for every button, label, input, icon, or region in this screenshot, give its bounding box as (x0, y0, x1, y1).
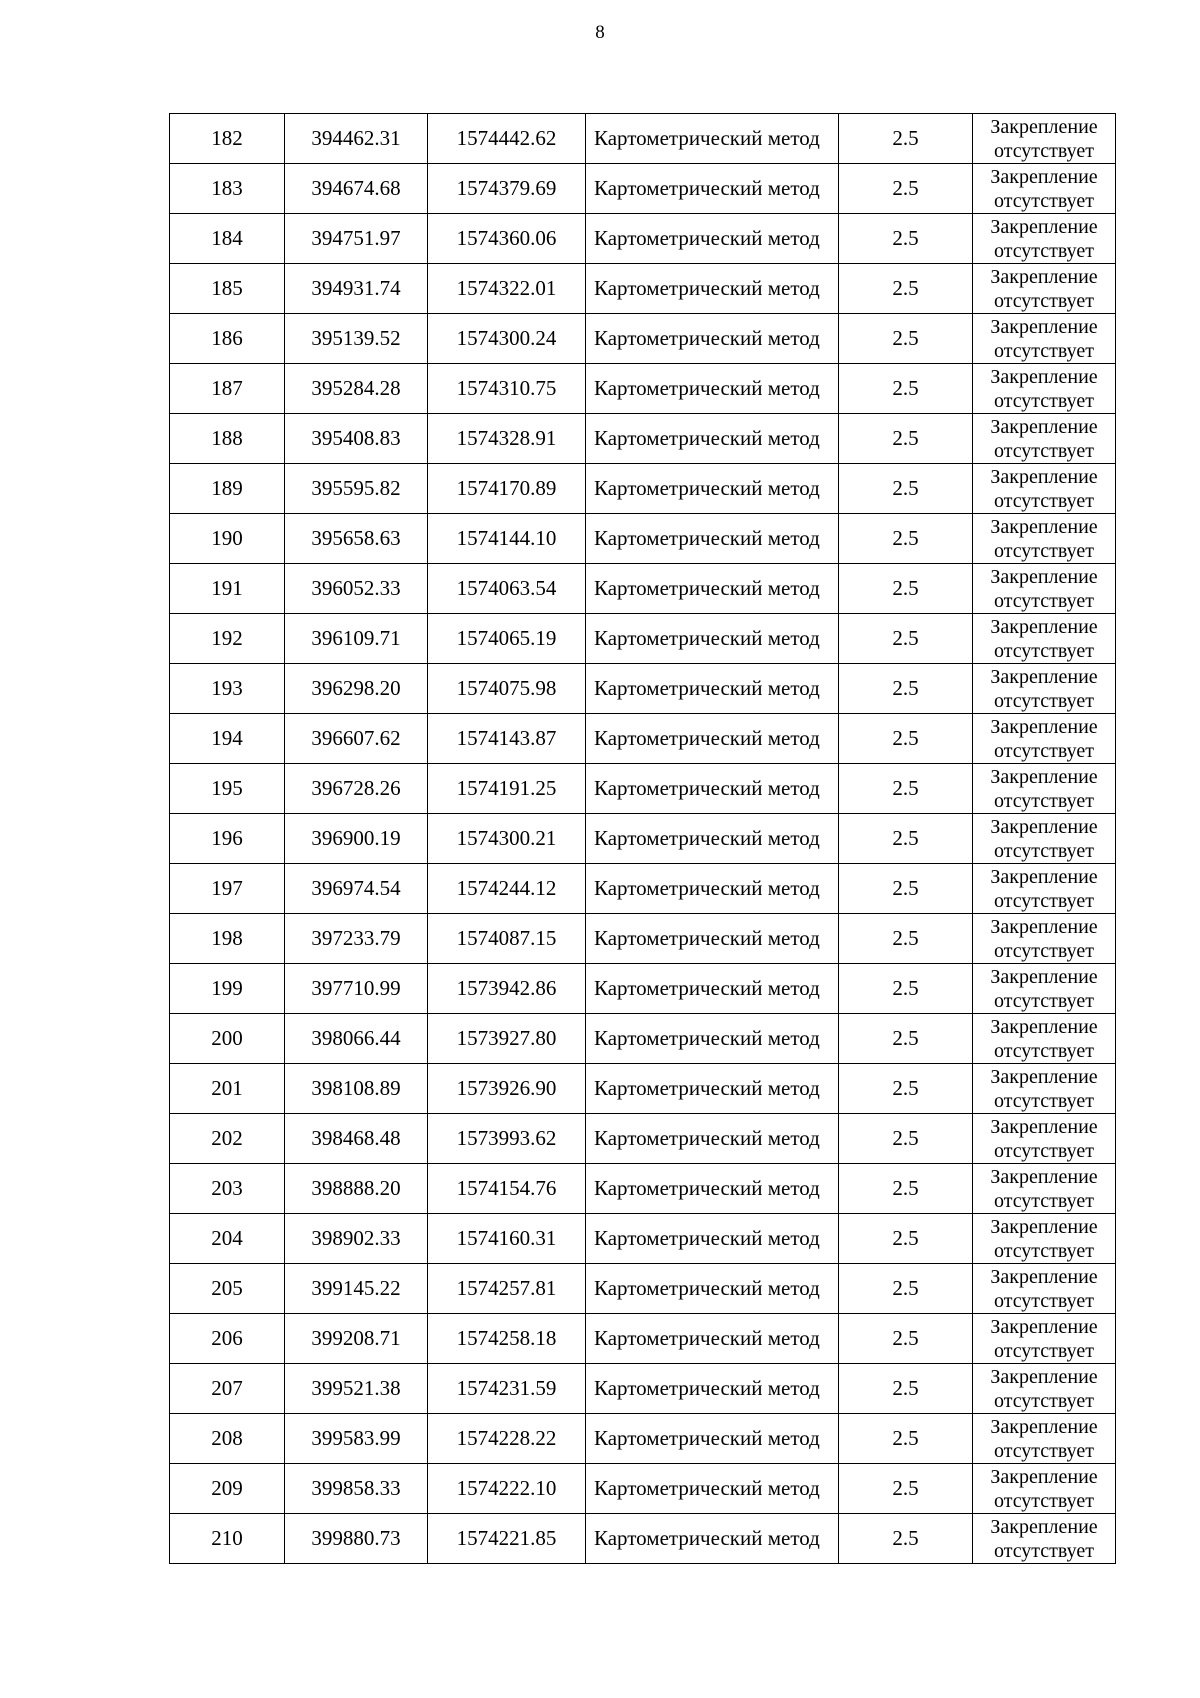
accuracy-cell: 2.5 (839, 114, 973, 164)
x-coordinate-cell: 396974.54 (285, 864, 428, 914)
fixation-line-1: Закрепление (990, 365, 1098, 388)
fixation-cell (973, 414, 1116, 464)
fixation-line-2: отсутствует (993, 1139, 1095, 1162)
method-cell: Картометрический метод (586, 264, 839, 314)
fixation-line-1: Закрепление (990, 615, 1098, 638)
method-cell: Картометрический метод (586, 964, 839, 1014)
x-coordinate-cell: 398902.33 (285, 1214, 428, 1264)
x-coordinate-cell: 397710.99 (285, 964, 428, 1014)
fixation-line-1: Закрепление (990, 165, 1098, 188)
accuracy-cell: 2.5 (839, 1214, 973, 1264)
fixation-line-2: отсутствует (993, 1439, 1095, 1462)
table-row (170, 214, 1116, 264)
fixation-line-1: Закрепление (990, 865, 1098, 888)
fixation-cell (973, 1214, 1116, 1264)
accuracy-cell: 2.5 (839, 1464, 973, 1514)
method-cell: Картометрический метод (586, 714, 839, 764)
accuracy-cell: 2.5 (839, 414, 973, 464)
fixation-cell (973, 464, 1116, 514)
fixation-cell (973, 1364, 1116, 1414)
point-number-cell: 199 (170, 964, 285, 1014)
x-coordinate-cell: 396900.19 (285, 814, 428, 864)
table-row (170, 614, 1116, 664)
page-number: 8 (595, 22, 605, 43)
table-row (170, 1464, 1116, 1514)
fixation-cell (973, 214, 1116, 264)
fixation-line-1: Закрепление (990, 465, 1098, 488)
x-coordinate-cell: 396607.62 (285, 714, 428, 764)
fixation-line-2: отсутствует (993, 339, 1095, 362)
point-number-cell: 205 (170, 1264, 285, 1314)
method-cell: Картометрический метод (586, 414, 839, 464)
coordinates-table (169, 113, 1116, 1564)
method-cell: Картометрический метод (586, 914, 839, 964)
point-number-cell: 196 (170, 814, 285, 864)
fixation-cell (973, 364, 1116, 414)
x-coordinate-cell: 394462.31 (285, 114, 428, 164)
fixation-cell (973, 1314, 1116, 1364)
accuracy-cell: 2.5 (839, 1014, 973, 1064)
point-number-cell: 198 (170, 914, 285, 964)
table-row (170, 164, 1116, 214)
fixation-line-2: отсутствует (993, 589, 1095, 612)
x-coordinate-cell: 395595.82 (285, 464, 428, 514)
fixation-line-1: Закрепление (990, 1365, 1098, 1388)
y-coordinate-cell: 1574310.75 (428, 364, 586, 414)
accuracy-cell: 2.5 (839, 314, 973, 364)
fixation-line-2: отсутствует (993, 189, 1095, 212)
y-coordinate-cell: 1574228.22 (428, 1414, 586, 1464)
fixation-line-1: Закрепление (990, 915, 1098, 938)
y-coordinate-cell: 1574360.06 (428, 214, 586, 264)
table-row (170, 1364, 1116, 1414)
fixation-line-2: отсутствует (993, 789, 1095, 812)
fixation-line-2: отсутствует (993, 1189, 1095, 1212)
accuracy-cell: 2.5 (839, 514, 973, 564)
y-coordinate-cell: 1574144.10 (428, 514, 586, 564)
fixation-line-1: Закрепление (990, 1315, 1098, 1338)
fixation-line-1: Закрепление (990, 1515, 1098, 1538)
point-number-cell: 189 (170, 464, 285, 514)
fixation-line-1: Закрепление (990, 265, 1098, 288)
point-number-cell: 192 (170, 614, 285, 664)
fixation-line-2: отсутствует (993, 239, 1095, 262)
method-cell: Картометрический метод (586, 1114, 839, 1164)
point-number-cell: 186 (170, 314, 285, 364)
fixation-line-2: отсутствует (993, 1489, 1095, 1512)
table-row (170, 1214, 1116, 1264)
fixation-line-1: Закрепление (990, 1015, 1098, 1038)
point-number-cell: 193 (170, 664, 285, 714)
method-cell: Картометрический метод (586, 1314, 839, 1364)
y-coordinate-cell: 1574075.98 (428, 664, 586, 714)
table-row (170, 1264, 1116, 1314)
table-row (170, 914, 1116, 964)
fixation-line-1: Закрепление (990, 715, 1098, 738)
accuracy-cell: 2.5 (839, 464, 973, 514)
coordinates-table-body (170, 114, 1116, 1564)
method-cell: Картометрический метод (586, 1164, 839, 1214)
point-number-cell: 191 (170, 564, 285, 614)
x-coordinate-cell: 395284.28 (285, 364, 428, 414)
accuracy-cell: 2.5 (839, 164, 973, 214)
x-coordinate-cell: 394674.68 (285, 164, 428, 214)
table-row (170, 464, 1116, 514)
method-cell: Картометрический метод (586, 114, 839, 164)
accuracy-cell: 2.5 (839, 614, 973, 664)
x-coordinate-cell: 398066.44 (285, 1014, 428, 1064)
method-cell: Картометрический метод (586, 1014, 839, 1064)
fixation-line-2: отсутствует (993, 639, 1095, 662)
fixation-line-1: Закрепление (990, 1065, 1098, 1088)
y-coordinate-cell: 1574063.54 (428, 564, 586, 614)
fixation-cell (973, 514, 1116, 564)
table-row (170, 1514, 1116, 1564)
fixation-line-2: отсутствует (993, 1339, 1095, 1362)
x-coordinate-cell: 397233.79 (285, 914, 428, 964)
fixation-line-2: отсутствует (993, 1089, 1095, 1112)
point-number-cell: 202 (170, 1114, 285, 1164)
table-row (170, 564, 1116, 614)
x-coordinate-cell: 396728.26 (285, 764, 428, 814)
y-coordinate-cell: 1574231.59 (428, 1364, 586, 1414)
fixation-line-2: отсутствует (993, 1539, 1095, 1562)
fixation-line-1: Закрепление (990, 315, 1098, 338)
point-number-cell: 210 (170, 1514, 285, 1564)
x-coordinate-cell: 394751.97 (285, 214, 428, 264)
fixation-cell (973, 164, 1116, 214)
fixation-line-2: отсутствует (993, 889, 1095, 912)
fixation-line-1: Закрепление (990, 815, 1098, 838)
method-cell: Картометрический метод (586, 764, 839, 814)
fixation-line-2: отсутствует (993, 439, 1095, 462)
point-number-cell: 197 (170, 864, 285, 914)
fixation-cell (973, 1064, 1116, 1114)
table-row (170, 664, 1116, 714)
y-coordinate-cell: 1574065.19 (428, 614, 586, 664)
accuracy-cell: 2.5 (839, 814, 973, 864)
method-cell: Картометрический метод (586, 464, 839, 514)
fixation-cell (973, 764, 1116, 814)
point-number-cell: 203 (170, 1164, 285, 1214)
table-row (170, 364, 1116, 414)
y-coordinate-cell: 1574221.85 (428, 1514, 586, 1564)
point-number-cell: 204 (170, 1214, 285, 1264)
accuracy-cell: 2.5 (839, 1364, 973, 1414)
y-coordinate-cell: 1573993.62 (428, 1114, 586, 1164)
method-cell: Картометрический метод (586, 364, 839, 414)
fixation-cell (973, 914, 1116, 964)
fixation-line-2: отсутствует (993, 389, 1095, 412)
x-coordinate-cell: 399880.73 (285, 1514, 428, 1564)
fixation-cell (973, 1514, 1116, 1564)
point-number-cell: 209 (170, 1464, 285, 1514)
accuracy-cell: 2.5 (839, 1114, 973, 1164)
fixation-cell (973, 814, 1116, 864)
fixation-cell (973, 1414, 1116, 1464)
point-number-cell: 190 (170, 514, 285, 564)
fixation-line-2: отсутствует (993, 489, 1095, 512)
fixation-line-1: Закрепление (990, 965, 1098, 988)
fixation-cell (973, 314, 1116, 364)
method-cell: Картометрический метод (586, 814, 839, 864)
method-cell: Картометрический метод (586, 664, 839, 714)
point-number-cell: 208 (170, 1414, 285, 1464)
fixation-cell (973, 714, 1116, 764)
accuracy-cell: 2.5 (839, 1264, 973, 1314)
x-coordinate-cell: 399521.38 (285, 1364, 428, 1414)
x-coordinate-cell: 399145.22 (285, 1264, 428, 1314)
x-coordinate-cell: 395139.52 (285, 314, 428, 364)
point-number-cell: 182 (170, 114, 285, 164)
y-coordinate-cell: 1574087.15 (428, 914, 586, 964)
method-cell: Картометрический метод (586, 1064, 839, 1114)
method-cell: Картометрический метод (586, 1514, 839, 1564)
fixation-line-1: Закрепление (990, 1265, 1098, 1288)
fixation-line-1: Закрепление (990, 565, 1098, 588)
table-row (170, 1114, 1116, 1164)
point-number-cell: 194 (170, 714, 285, 764)
fixation-cell (973, 964, 1116, 1014)
fixation-line-1: Закрепление (990, 1465, 1098, 1488)
y-coordinate-cell: 1574442.62 (428, 114, 586, 164)
fixation-cell (973, 664, 1116, 714)
fixation-line-2: отсутствует (993, 1239, 1095, 1262)
accuracy-cell: 2.5 (839, 914, 973, 964)
y-coordinate-cell: 1573927.80 (428, 1014, 586, 1064)
point-number-cell: 183 (170, 164, 285, 214)
y-coordinate-cell: 1574257.81 (428, 1264, 586, 1314)
y-coordinate-cell: 1574160.31 (428, 1214, 586, 1264)
point-number-cell: 185 (170, 264, 285, 314)
table-row (170, 114, 1116, 164)
fixation-line-1: Закрепление (990, 1165, 1098, 1188)
point-number-cell: 207 (170, 1364, 285, 1414)
x-coordinate-cell: 399858.33 (285, 1464, 428, 1514)
fixation-line-2: отсутствует (993, 839, 1095, 862)
table-row (170, 1164, 1116, 1214)
fixation-line-1: Закрепление (990, 115, 1098, 138)
table-row (170, 1014, 1116, 1064)
x-coordinate-cell: 396052.33 (285, 564, 428, 614)
y-coordinate-cell: 1574154.76 (428, 1164, 586, 1214)
method-cell: Картометрический метод (586, 314, 839, 364)
method-cell: Картометрический метод (586, 1464, 839, 1514)
fixation-line-2: отсутствует (993, 1289, 1095, 1312)
method-cell: Картометрический метод (586, 1414, 839, 1464)
table-row (170, 1064, 1116, 1114)
y-coordinate-cell: 1573926.90 (428, 1064, 586, 1114)
point-number-cell: 206 (170, 1314, 285, 1364)
accuracy-cell: 2.5 (839, 214, 973, 264)
x-coordinate-cell: 394931.74 (285, 264, 428, 314)
accuracy-cell: 2.5 (839, 264, 973, 314)
accuracy-cell: 2.5 (839, 1314, 973, 1364)
fixation-line-2: отсутствует (993, 939, 1095, 962)
accuracy-cell: 2.5 (839, 1064, 973, 1114)
fixation-cell (973, 564, 1116, 614)
fixation-line-1: Закрепление (990, 1215, 1098, 1238)
fixation-cell (973, 114, 1116, 164)
x-coordinate-cell: 398888.20 (285, 1164, 428, 1214)
method-cell: Картометрический метод (586, 164, 839, 214)
x-coordinate-cell: 396298.20 (285, 664, 428, 714)
y-coordinate-cell: 1574143.87 (428, 714, 586, 764)
accuracy-cell: 2.5 (839, 1514, 973, 1564)
fixation-line-1: Закрепление (990, 1415, 1098, 1438)
fixation-line-2: отсутствует (993, 1389, 1095, 1412)
x-coordinate-cell: 395408.83 (285, 414, 428, 464)
fixation-line-2: отсутствует (993, 989, 1095, 1012)
method-cell: Картометрический метод (586, 1364, 839, 1414)
method-cell: Картометрический метод (586, 214, 839, 264)
y-coordinate-cell: 1573942.86 (428, 964, 586, 1014)
table-row (170, 714, 1116, 764)
fixation-line-1: Закрепление (990, 215, 1098, 238)
fixation-cell (973, 1264, 1116, 1314)
fixation-line-2: отсутствует (993, 539, 1095, 562)
y-coordinate-cell: 1574300.21 (428, 814, 586, 864)
point-number-cell: 187 (170, 364, 285, 414)
table-row (170, 864, 1116, 914)
table-row (170, 964, 1116, 1014)
x-coordinate-cell: 396109.71 (285, 614, 428, 664)
fixation-cell (973, 1114, 1116, 1164)
y-coordinate-cell: 1574222.10 (428, 1464, 586, 1514)
point-number-cell: 201 (170, 1064, 285, 1114)
fixation-cell (973, 1464, 1116, 1514)
x-coordinate-cell: 395658.63 (285, 514, 428, 564)
fixation-line-2: отсутствует (993, 739, 1095, 762)
point-number-cell: 184 (170, 214, 285, 264)
accuracy-cell: 2.5 (839, 714, 973, 764)
point-number-cell: 200 (170, 1014, 285, 1064)
fixation-line-1: Закрепление (990, 665, 1098, 688)
fixation-line-2: отсутствует (993, 289, 1095, 312)
method-cell: Картометрический метод (586, 614, 839, 664)
fixation-cell (973, 264, 1116, 314)
fixation-line-1: Закрепление (990, 1115, 1098, 1138)
fixation-cell (973, 614, 1116, 664)
table-row (170, 1314, 1116, 1364)
point-number-cell: 195 (170, 764, 285, 814)
table-row (170, 514, 1116, 564)
y-coordinate-cell: 1574244.12 (428, 864, 586, 914)
y-coordinate-cell: 1574170.89 (428, 464, 586, 514)
point-number-cell: 188 (170, 414, 285, 464)
table-row (170, 414, 1116, 464)
accuracy-cell: 2.5 (839, 864, 973, 914)
y-coordinate-cell: 1574191.25 (428, 764, 586, 814)
accuracy-cell: 2.5 (839, 964, 973, 1014)
accuracy-cell: 2.5 (839, 364, 973, 414)
table-row (170, 764, 1116, 814)
table-row (170, 814, 1116, 864)
y-coordinate-cell: 1574322.01 (428, 264, 586, 314)
x-coordinate-cell: 398468.48 (285, 1114, 428, 1164)
method-cell: Картометрический метод (586, 1214, 839, 1264)
accuracy-cell: 2.5 (839, 1164, 973, 1214)
y-coordinate-cell: 1574379.69 (428, 164, 586, 214)
table-row (170, 264, 1116, 314)
x-coordinate-cell: 398108.89 (285, 1064, 428, 1114)
x-coordinate-cell: 399208.71 (285, 1314, 428, 1364)
fixation-line-2: отсутствует (993, 1039, 1095, 1062)
y-coordinate-cell: 1574328.91 (428, 414, 586, 464)
fixation-line-2: отсутствует (993, 689, 1095, 712)
fixation-line-1: Закрепление (990, 515, 1098, 538)
table-row (170, 314, 1116, 364)
fixation-cell (973, 1014, 1116, 1064)
fixation-line-1: Закрепление (990, 415, 1098, 438)
fixation-line-2: отсутствует (993, 139, 1095, 162)
accuracy-cell: 2.5 (839, 564, 973, 614)
method-cell: Картометрический метод (586, 1264, 839, 1314)
fixation-cell (973, 1164, 1116, 1214)
method-cell: Картометрический метод (586, 864, 839, 914)
accuracy-cell: 2.5 (839, 664, 973, 714)
accuracy-cell: 2.5 (839, 764, 973, 814)
fixation-line-1: Закрепление (990, 765, 1098, 788)
table-row (170, 1414, 1116, 1464)
method-cell: Картометрический метод (586, 564, 839, 614)
x-coordinate-cell: 399583.99 (285, 1414, 428, 1464)
accuracy-cell: 2.5 (839, 1414, 973, 1464)
y-coordinate-cell: 1574300.24 (428, 314, 586, 364)
y-coordinate-cell: 1574258.18 (428, 1314, 586, 1364)
fixation-cell (973, 864, 1116, 914)
method-cell: Картометрический метод (586, 514, 839, 564)
